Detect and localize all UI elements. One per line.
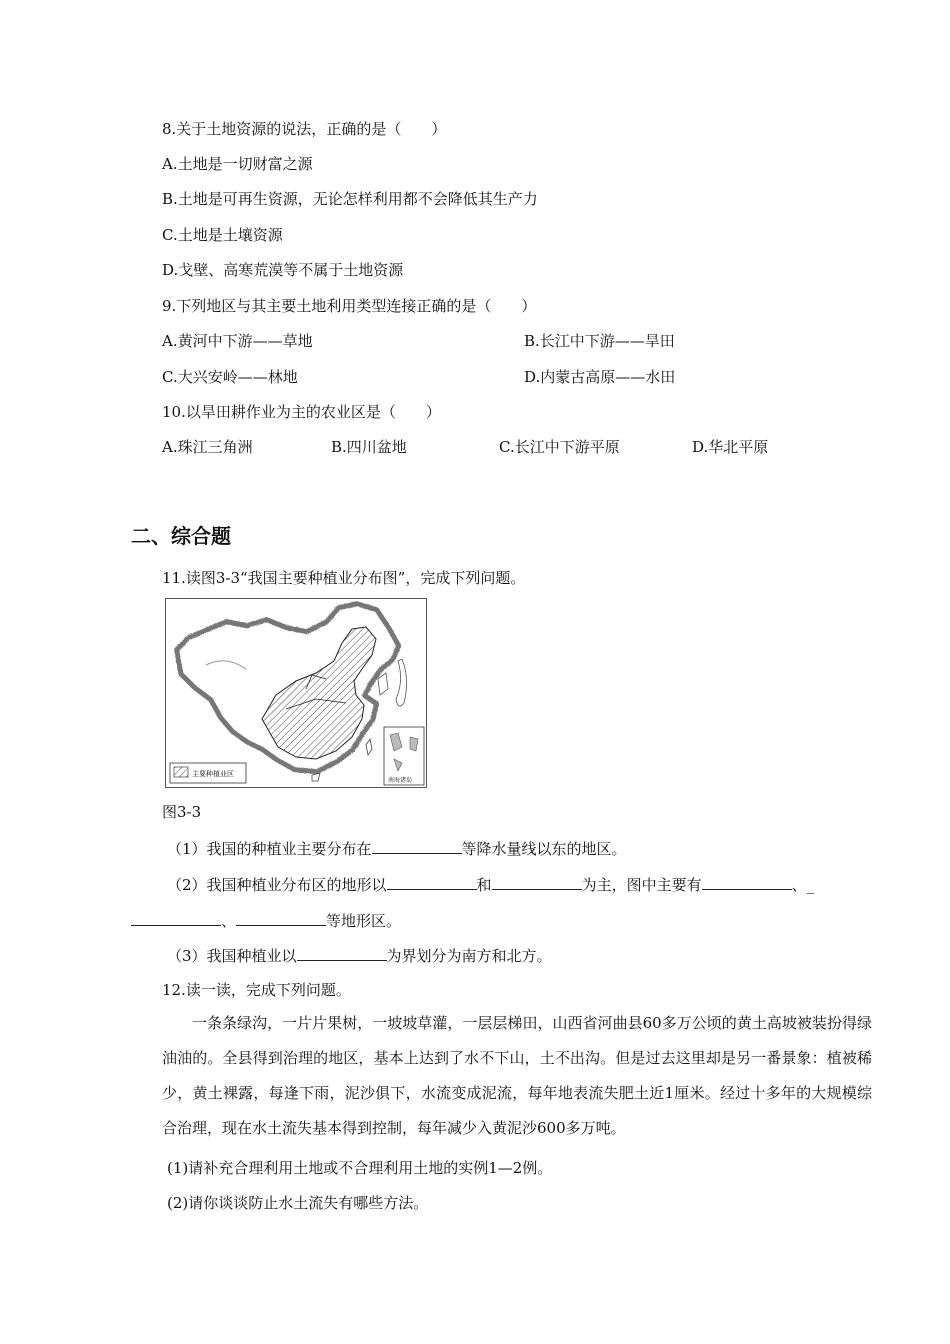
china-crop-map [165, 598, 427, 788]
china-map-illustration [166, 599, 426, 787]
q8-option-c: C.土地是土壤资源 [162, 226, 283, 244]
map-inset-label: 南海诸岛 [388, 777, 413, 784]
q10-stem: 10.以旱田耕作业为主的农业区是（ ） [162, 403, 441, 421]
q9-option-a: A.黄河中下游——草地 [162, 332, 313, 350]
q9-option-c: C.大兴安岭——林地 [162, 368, 298, 386]
q11-part2-text-d: 、_ [791, 876, 815, 894]
q11-part2-text-e: 、 [221, 912, 237, 930]
answer-blank[interactable] [236, 909, 326, 926]
q10-option-a: A.珠江三角洲 [162, 438, 253, 456]
q8-option-a: A.土地是一切财富之源 [162, 155, 313, 173]
q11-part2 [167, 873, 814, 895]
q12-part1: (1)请补充合理利用土地或不合理利用土地的实例1—2例。 [167, 1159, 553, 1177]
answer-blank[interactable] [702, 873, 792, 890]
answer-blank[interactable] [297, 944, 387, 961]
answer-blank[interactable] [387, 873, 477, 890]
q11-part2-text-b: 和 [476, 876, 492, 894]
q11-part1-text-b: 等降水量线以东的地区。 [461, 840, 627, 858]
q11-part2-cont [131, 909, 401, 931]
q10-option-c: C.长江中下游平原 [499, 438, 620, 456]
q10-option-d: D.华北平原 [692, 438, 769, 456]
q12-part2: (2)请你谈谈防止水土流失有哪些方法。 [167, 1194, 429, 1212]
map-legend-label: 主要种植业区 [192, 770, 234, 778]
q11-part1-text-a: （1）我国的种植业主要分布在 [167, 840, 372, 858]
q12-passage: 一条条绿沟，一片片果树，一坡坡草灌，一层层梯田，山西省河曲县60多万公顷的黄土高坡被装扮得绿油油的。全县得到治理的地区，基本上达到了水不下山，土不出沟。但是过去这里却是另一番景象：植被稀少，黄土裸露，每逢下雨，泥沙俱下，水流变成泥流，每年地表流失肥土近1厘米。经过十多年的大规模综合治理，现在水土流失基本得到控制，每年减少入黄泥沙600多万吨。 [162, 1014, 872, 1137]
q8-stem: 8.关于土地资源的说法，正确的是（ ） [162, 120, 447, 138]
q11-part3-text-b: 为界划分为南方和北方。 [386, 947, 552, 965]
q11-part2-text-f: 等地形区。 [326, 912, 402, 930]
q11-part2-text-a: （2）我国种植业分布区的地形以 [167, 876, 387, 894]
q9-option-d: D.内蒙古高原——水田 [524, 368, 676, 386]
q11-part1 [167, 837, 627, 859]
q11-part3 [167, 944, 552, 966]
q8-option-d: D.戈壁、高寒荒漠等不属于土地资源 [162, 261, 404, 279]
q11-part3-text-a: （3）我国种植业以 [167, 947, 297, 965]
q9-stem: 9.下列地区与其主要土地利用类型连接正确的是（ ） [162, 297, 537, 315]
section-heading: 二、综合题 [131, 524, 231, 548]
q8-option-b: B.土地是可再生资源，无论怎样利用都不会降低其生产力 [162, 190, 538, 208]
answer-blank[interactable] [492, 873, 582, 890]
q11-part2-text-c: 为主，图中主要有 [581, 876, 702, 894]
answer-blank[interactable] [131, 909, 221, 926]
q12-stem: 12.读一读，完成下列问题。 [162, 981, 351, 999]
figure-caption: 图3-3 [162, 803, 202, 821]
q9-option-b: B.长江中下游——旱田 [524, 332, 675, 350]
q11-stem: 11.读图3-3“我国主要种植业分布图”，完成下列问题。 [162, 569, 526, 587]
answer-blank[interactable] [372, 837, 462, 854]
q10-option-b: B.四川盆地 [331, 438, 407, 456]
